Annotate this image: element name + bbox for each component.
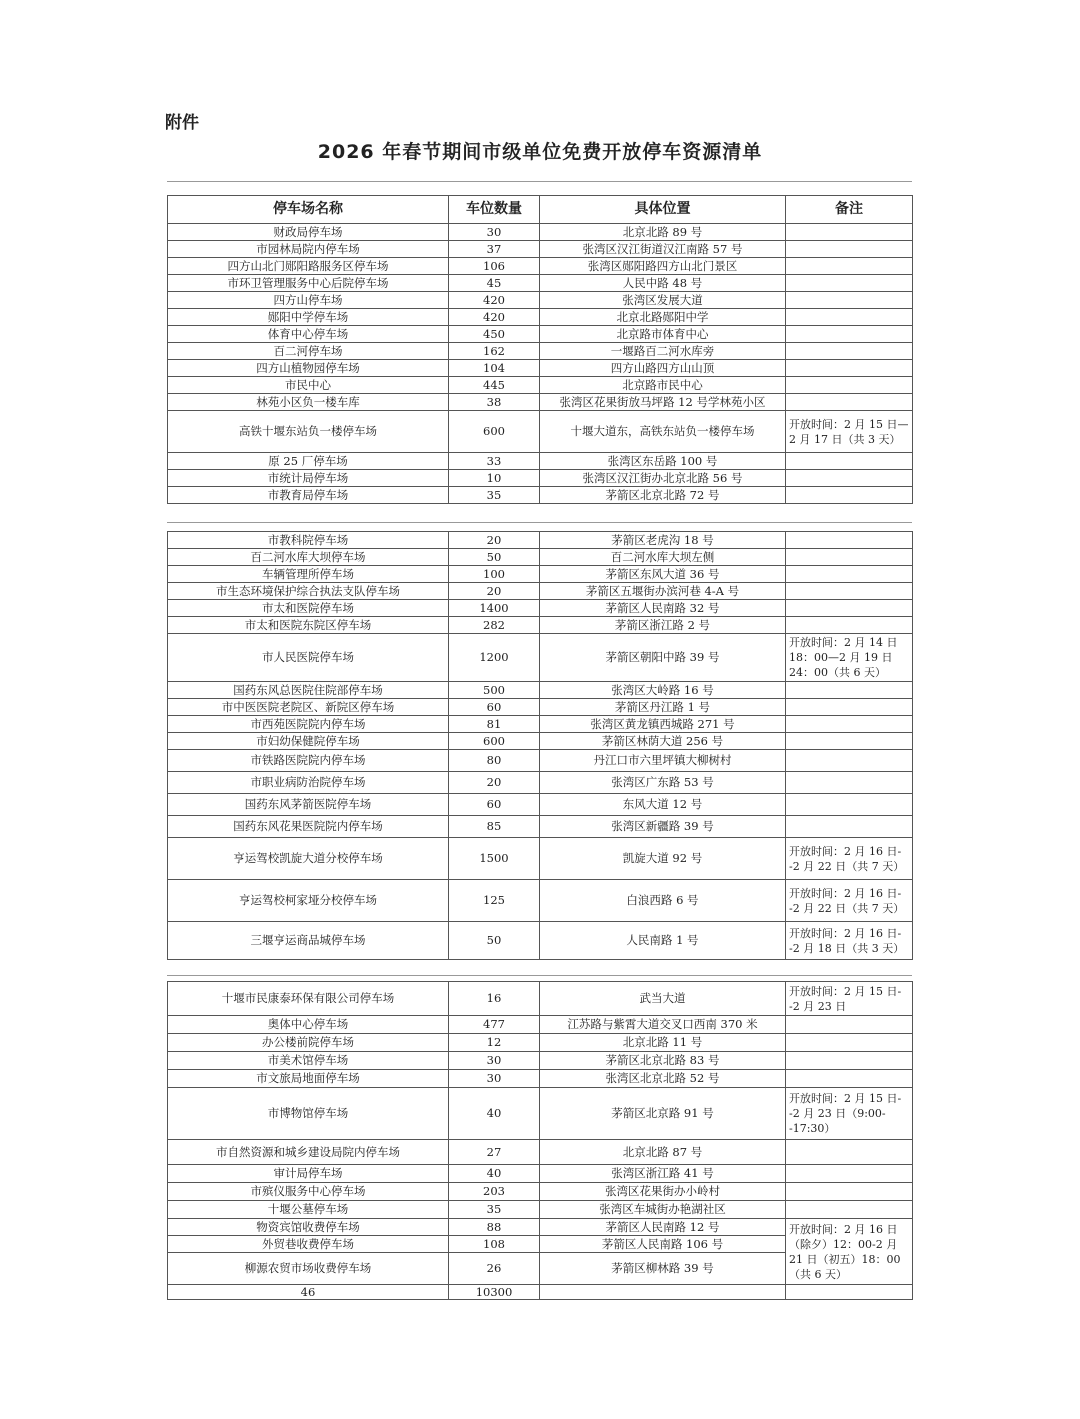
table-row xyxy=(168,583,913,600)
parking-lot-name: 国药东风花果医院院内停车场 xyxy=(168,816,449,838)
attachment-label: 附件 xyxy=(165,113,199,133)
table-header-row xyxy=(168,196,913,224)
parking-location: 张湾区郧阳路四方山北门景区 xyxy=(540,258,786,275)
parking-location: 北京北路 89 号 xyxy=(540,224,786,241)
parking-spaces: 50 xyxy=(449,549,540,566)
table-row xyxy=(168,566,913,583)
table-row xyxy=(168,343,913,360)
column-header-location: 具体位置 xyxy=(540,196,786,224)
table-row xyxy=(168,487,913,504)
parking-location: 茅箭区人民南路 106 号 xyxy=(540,1236,786,1253)
parking-spaces: 20 xyxy=(449,583,540,600)
parking-lot-name: 十堰公墓停车场 xyxy=(168,1201,449,1219)
parking-lot-name: 奥体中心停车场 xyxy=(168,1016,449,1034)
column-header-spaces: 车位数量 xyxy=(449,196,540,224)
parking-note xyxy=(786,1052,913,1070)
parking-location: 张湾区广东路 53 号 xyxy=(540,772,786,794)
table-row xyxy=(168,292,913,309)
parking-lot-name: 柳源农贸市场收费停车场 xyxy=(168,1253,449,1285)
total-location xyxy=(540,1285,786,1300)
parking-note xyxy=(786,487,913,504)
parking-note xyxy=(786,360,913,377)
table-row xyxy=(168,617,913,634)
table-row xyxy=(168,241,913,258)
parking-location: 茅箭区柳林路 39 号 xyxy=(540,1253,786,1285)
parking-note xyxy=(786,241,913,258)
parking-note xyxy=(786,394,913,411)
parking-lot-name: 市铁路医院院内停车场 xyxy=(168,750,449,772)
parking-location: 茅箭区五堰街办滨河巷 4-A 号 xyxy=(540,583,786,600)
table-row xyxy=(168,532,913,549)
parking-note xyxy=(786,1034,913,1052)
parking-spaces: 27 xyxy=(449,1140,540,1165)
parking-lot-name: 高铁十堰东站负一楼停车场 xyxy=(168,411,449,453)
parking-note xyxy=(786,600,913,617)
table-row xyxy=(168,1088,913,1140)
parking-note: 开放时间：2 月 15 日—2 月 17 日（共 3 天） xyxy=(786,411,913,453)
parking-note: 开放时间：2 月 14 日 18：00—2 月 19 日 24：00（共 6 天） xyxy=(786,634,913,682)
parking-location: 武当大道 xyxy=(540,982,786,1016)
parking-location: 东风大道 12 号 xyxy=(540,794,786,816)
table-row xyxy=(168,275,913,292)
parking-spaces: 203 xyxy=(449,1183,540,1201)
table-row xyxy=(168,716,913,733)
parking-lot-name: 林苑小区负一楼车库 xyxy=(168,394,449,411)
parking-spaces: 1200 xyxy=(449,634,540,682)
parking-lot-name: 市生态环境保护综合执法支队停车场 xyxy=(168,583,449,600)
table-row xyxy=(168,1052,913,1070)
parking-spaces: 30 xyxy=(449,1052,540,1070)
table-row xyxy=(168,634,913,682)
parking-location: 茅箭区丹江路 1 号 xyxy=(540,699,786,716)
parking-spaces: 450 xyxy=(449,326,540,343)
parking-location: 茅箭区北京北路 83 号 xyxy=(540,1052,786,1070)
table-row xyxy=(168,1183,913,1201)
parking-location: 张湾区黄龙镇西城路 271 号 xyxy=(540,716,786,733)
parking-lot-name: 市太和医院停车场 xyxy=(168,600,449,617)
parking-location: 北京路市民中心 xyxy=(540,377,786,394)
parking-note: 开放时间：2 月 16 日（除夕）12：00-2 月 21 日（初五）18：00（共 6 天） xyxy=(786,1219,913,1285)
table-row xyxy=(168,1140,913,1165)
parking-location: 张湾区花果街办小岭村 xyxy=(540,1183,786,1201)
table-row xyxy=(168,1165,913,1183)
totals-row xyxy=(168,1285,913,1300)
parking-note: 开放时间：2 月 16 日--2 月 22 日（共 7 天） xyxy=(786,838,913,880)
parking-spaces: 35 xyxy=(449,487,540,504)
parking-lot-name: 郧阳中学停车场 xyxy=(168,309,449,326)
parking-lot-name: 市统计局停车场 xyxy=(168,470,449,487)
table-section-1 xyxy=(167,195,913,504)
parking-spaces: 600 xyxy=(449,733,540,750)
parking-lot-name: 国药东风茅箭医院停车场 xyxy=(168,794,449,816)
parking-location: 张湾区汉江街道汉江南路 57 号 xyxy=(540,241,786,258)
parking-spaces: 162 xyxy=(449,343,540,360)
parking-location: 茅箭区朝阳中路 39 号 xyxy=(540,634,786,682)
parking-lot-name: 亨运驾校凯旋大道分校停车场 xyxy=(168,838,449,880)
parking-spaces: 104 xyxy=(449,360,540,377)
parking-note xyxy=(786,258,913,275)
parking-note xyxy=(786,309,913,326)
total-spaces: 10300 xyxy=(449,1285,540,1300)
parking-lot-name: 四方山北门郧阳路服务区停车场 xyxy=(168,258,449,275)
table-row xyxy=(168,1201,913,1219)
parking-lot-name: 市人民医院停车场 xyxy=(168,634,449,682)
total-count: 46 xyxy=(168,1285,449,1300)
top-rule xyxy=(167,181,912,182)
parking-lot-name: 三堰亨运商品城停车场 xyxy=(168,922,449,960)
section-rule-2 xyxy=(167,975,912,976)
table-row xyxy=(168,411,913,453)
parking-location: 茅箭区北京路 91 号 xyxy=(540,1088,786,1140)
parking-spaces: 282 xyxy=(449,617,540,634)
parking-lot-name: 市教育局停车场 xyxy=(168,487,449,504)
parking-location: 江苏路与紫霄大道交叉口西南 370 米 xyxy=(540,1016,786,1034)
parking-location: 茅箭区林荫大道 256 号 xyxy=(540,733,786,750)
parking-note xyxy=(786,1201,913,1219)
parking-spaces: 26 xyxy=(449,1253,540,1285)
parking-lot-name: 市教科院停车场 xyxy=(168,532,449,549)
parking-spaces: 38 xyxy=(449,394,540,411)
table-row xyxy=(168,549,913,566)
table-row xyxy=(168,453,913,470)
parking-location: 丹江口市六里坪镇大柳树村 xyxy=(540,750,786,772)
parking-spaces: 30 xyxy=(449,1070,540,1088)
parking-lot-name: 原 25 厂停车场 xyxy=(168,453,449,470)
parking-location: 四方山路四方山山顶 xyxy=(540,360,786,377)
parking-lot-name: 四方山植物园停车场 xyxy=(168,360,449,377)
parking-lot-name: 十堰市民康泰环保有限公司停车场 xyxy=(168,982,449,1016)
parking-location: 十堰大道东，高铁东站负一楼停车场 xyxy=(540,411,786,453)
table-row xyxy=(168,682,913,699)
parking-note: 开放时间：2 月 16 日--2 月 22 日（共 7 天） xyxy=(786,880,913,922)
parking-lot-name: 国药东风总医院住院部停车场 xyxy=(168,682,449,699)
parking-lot-name: 市职业病防治院停车场 xyxy=(168,772,449,794)
parking-note xyxy=(786,699,913,716)
total-note xyxy=(786,1285,913,1300)
table-row xyxy=(168,816,913,838)
parking-lot-name: 审计局停车场 xyxy=(168,1165,449,1183)
parking-spaces: 45 xyxy=(449,275,540,292)
parking-note xyxy=(786,326,913,343)
parking-note: 开放时间：2 月 15 日--2 月 23 日 xyxy=(786,982,913,1016)
table-row xyxy=(168,600,913,617)
parking-note xyxy=(786,1140,913,1165)
parking-spaces: 35 xyxy=(449,1201,540,1219)
table-row xyxy=(168,224,913,241)
parking-lot-name: 办公楼前院停车场 xyxy=(168,1034,449,1052)
parking-location: 北京北路 87 号 xyxy=(540,1140,786,1165)
parking-location: 张湾区北京北路 52 号 xyxy=(540,1070,786,1088)
table-row xyxy=(168,360,913,377)
parking-note xyxy=(786,275,913,292)
parking-location: 茅箭区人民南路 32 号 xyxy=(540,600,786,617)
parking-location: 一堰路百二河水库旁 xyxy=(540,343,786,360)
parking-lot-name: 物资宾馆收费停车场 xyxy=(168,1219,449,1236)
parking-spaces: 445 xyxy=(449,377,540,394)
parking-note xyxy=(786,566,913,583)
parking-spaces: 50 xyxy=(449,922,540,960)
parking-note xyxy=(786,1070,913,1088)
parking-lot-name: 市园林局院内停车场 xyxy=(168,241,449,258)
parking-spaces: 100 xyxy=(449,566,540,583)
parking-spaces: 500 xyxy=(449,682,540,699)
table-section-3 xyxy=(167,981,913,1300)
parking-lot-name: 四方山停车场 xyxy=(168,292,449,309)
parking-lot-name: 财政局停车场 xyxy=(168,224,449,241)
parking-lot-name: 市美术馆停车场 xyxy=(168,1052,449,1070)
parking-location: 人民中路 48 号 xyxy=(540,275,786,292)
table-row xyxy=(168,394,913,411)
parking-location: 张湾区新疆路 39 号 xyxy=(540,816,786,838)
parking-spaces: 420 xyxy=(449,292,540,309)
parking-location: 百二河水库大坝左侧 xyxy=(540,549,786,566)
parking-location: 张湾区大岭路 16 号 xyxy=(540,682,786,699)
parking-spaces: 60 xyxy=(449,794,540,816)
table-row xyxy=(168,1219,913,1236)
parking-note: 开放时间：2 月 16 日--2 月 18 日（共 3 天） xyxy=(786,922,913,960)
parking-spaces: 108 xyxy=(449,1236,540,1253)
parking-spaces: 1500 xyxy=(449,838,540,880)
parking-spaces: 60 xyxy=(449,699,540,716)
parking-note xyxy=(786,1183,913,1201)
table-row xyxy=(168,377,913,394)
parking-note xyxy=(786,1165,913,1183)
parking-lot-name: 市西苑医院院内停车场 xyxy=(168,716,449,733)
parking-spaces: 477 xyxy=(449,1016,540,1034)
parking-location: 北京北路 11 号 xyxy=(540,1034,786,1052)
table-row xyxy=(168,838,913,880)
table-row xyxy=(168,326,913,343)
parking-spaces: 106 xyxy=(449,258,540,275)
parking-location: 人民南路 1 号 xyxy=(540,922,786,960)
table-row xyxy=(168,733,913,750)
parking-note xyxy=(786,1016,913,1034)
parking-lot-name: 市博物馆停车场 xyxy=(168,1088,449,1140)
parking-location: 张湾区东岳路 100 号 xyxy=(540,453,786,470)
parking-spaces: 81 xyxy=(449,716,540,733)
parking-note xyxy=(786,343,913,360)
parking-spaces: 10 xyxy=(449,470,540,487)
parking-note xyxy=(786,772,913,794)
parking-note xyxy=(786,292,913,309)
parking-note xyxy=(786,453,913,470)
parking-note xyxy=(786,750,913,772)
parking-spaces: 16 xyxy=(449,982,540,1016)
parking-lot-name: 亨运驾校柯家垭分校停车场 xyxy=(168,880,449,922)
parking-spaces: 40 xyxy=(449,1088,540,1140)
parking-note xyxy=(786,532,913,549)
parking-location: 张湾区发展大道 xyxy=(540,292,786,309)
parking-spaces: 33 xyxy=(449,453,540,470)
table-row xyxy=(168,772,913,794)
parking-lot-name: 市中医医院老院区、新院区停车场 xyxy=(168,699,449,716)
parking-lot-name: 市太和医院东院区停车场 xyxy=(168,617,449,634)
parking-location: 北京路市体育中心 xyxy=(540,326,786,343)
table-row xyxy=(168,880,913,922)
parking-spaces: 37 xyxy=(449,241,540,258)
table-row xyxy=(168,1070,913,1088)
parking-note: 开放时间：2 月 15 日--2 月 23 日（9:00--17:30） xyxy=(786,1088,913,1140)
table-section-2 xyxy=(167,531,913,960)
table-row xyxy=(168,699,913,716)
parking-note xyxy=(786,794,913,816)
parking-note xyxy=(786,733,913,750)
parking-spaces: 600 xyxy=(449,411,540,453)
parking-lot-name: 市民中心 xyxy=(168,377,449,394)
parking-spaces: 125 xyxy=(449,880,540,922)
parking-location: 茅箭区浙江路 2 号 xyxy=(540,617,786,634)
page-title: 2026 年春节期间市级单位免费开放停车资源清单 xyxy=(317,141,763,163)
parking-location: 张湾区花果街放马坪路 12 号学林苑小区 xyxy=(540,394,786,411)
table-row xyxy=(168,922,913,960)
parking-spaces: 1400 xyxy=(449,600,540,617)
parking-spaces: 12 xyxy=(449,1034,540,1052)
parking-lot-name: 车辆管理所停车场 xyxy=(168,566,449,583)
parking-location: 茅箭区人民南路 12 号 xyxy=(540,1219,786,1236)
parking-lot-name: 外贸巷收费停车场 xyxy=(168,1236,449,1253)
parking-lot-name: 百二河水库大坝停车场 xyxy=(168,549,449,566)
column-header-note: 备注 xyxy=(786,196,913,224)
parking-lot-name: 市殡仪服务中心停车场 xyxy=(168,1183,449,1201)
section-rule-1 xyxy=(167,522,912,523)
parking-spaces: 20 xyxy=(449,772,540,794)
parking-spaces: 85 xyxy=(449,816,540,838)
parking-note xyxy=(786,583,913,600)
table-row xyxy=(168,1034,913,1052)
parking-lot-name: 市环卫管理服务中心后院停车场 xyxy=(168,275,449,292)
parking-note xyxy=(786,682,913,699)
parking-location: 凯旋大道 92 号 xyxy=(540,838,786,880)
parking-spaces: 88 xyxy=(449,1219,540,1236)
parking-spaces: 20 xyxy=(449,532,540,549)
table-row xyxy=(168,258,913,275)
parking-location: 张湾区车城街办艳湖社区 xyxy=(540,1201,786,1219)
parking-note xyxy=(786,816,913,838)
parking-location: 北京北路郧阳中学 xyxy=(540,309,786,326)
parking-spaces: 30 xyxy=(449,224,540,241)
parking-lot-name: 市自然资源和城乡建设局院内停车场 xyxy=(168,1140,449,1165)
column-header-name: 停车场名称 xyxy=(168,196,449,224)
parking-location: 茅箭区老虎沟 18 号 xyxy=(540,532,786,549)
parking-spaces: 420 xyxy=(449,309,540,326)
parking-lot-name: 市文旅局地面停车场 xyxy=(168,1070,449,1088)
table-row xyxy=(168,470,913,487)
parking-note xyxy=(786,224,913,241)
parking-lot-name: 体育中心停车场 xyxy=(168,326,449,343)
parking-spaces: 80 xyxy=(449,750,540,772)
parking-note xyxy=(786,377,913,394)
parking-note xyxy=(786,716,913,733)
table-row xyxy=(168,309,913,326)
parking-spaces: 40 xyxy=(449,1165,540,1183)
parking-location: 茅箭区北京北路 72 号 xyxy=(540,487,786,504)
parking-location: 白浪西路 6 号 xyxy=(540,880,786,922)
parking-location: 张湾区浙江路 41 号 xyxy=(540,1165,786,1183)
parking-location: 张湾区汉江街办北京北路 56 号 xyxy=(540,470,786,487)
table-row xyxy=(168,1016,913,1034)
parking-lot-name: 百二河停车场 xyxy=(168,343,449,360)
parking-note xyxy=(786,549,913,566)
table-row xyxy=(168,982,913,1016)
table-row xyxy=(168,750,913,772)
parking-lot-name: 市妇幼保健院停车场 xyxy=(168,733,449,750)
table-row xyxy=(168,794,913,816)
parking-note xyxy=(786,617,913,634)
parking-note xyxy=(786,470,913,487)
parking-location: 茅箭区东风大道 36 号 xyxy=(540,566,786,583)
